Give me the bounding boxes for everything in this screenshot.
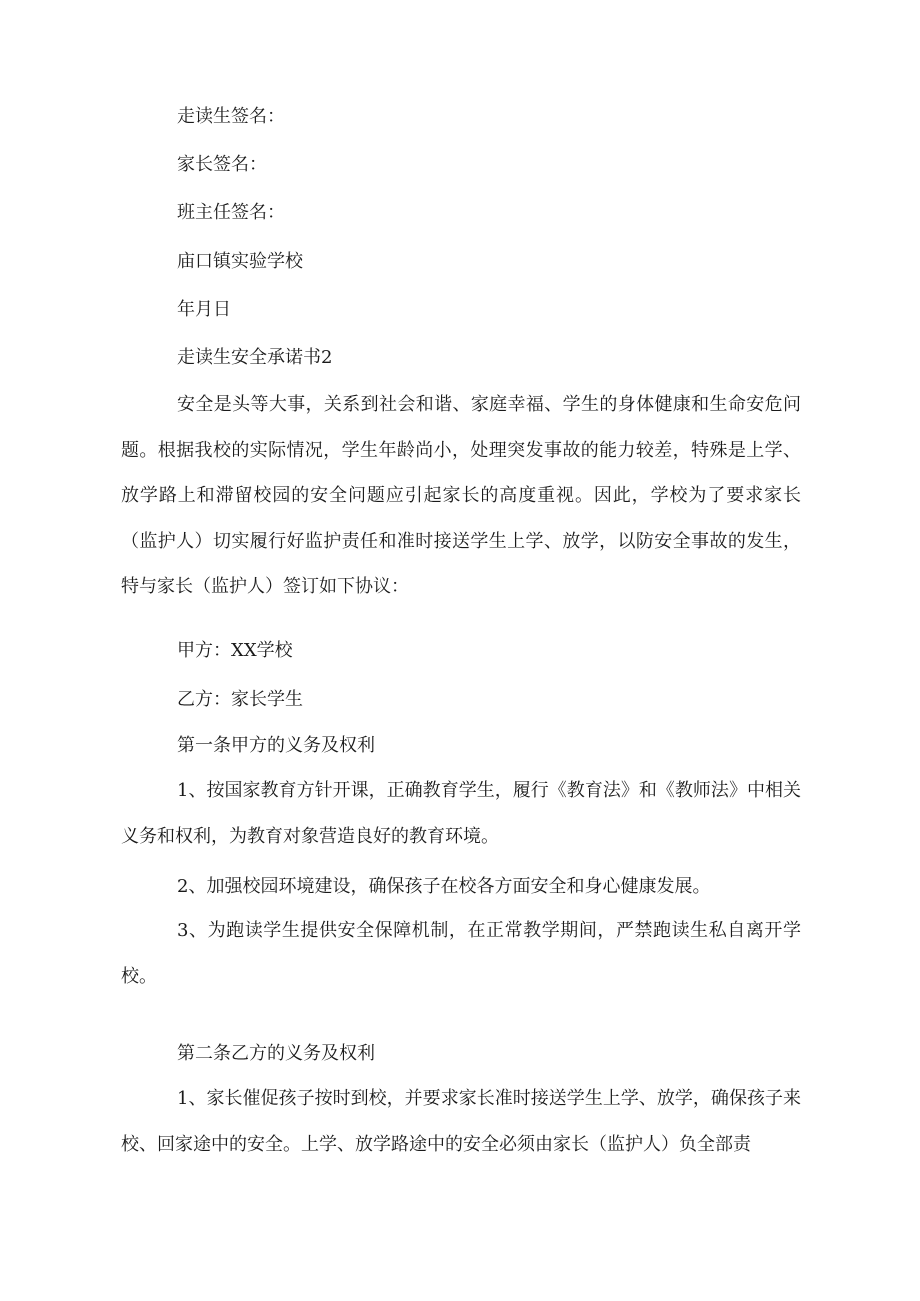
date-line: 年月日	[177, 299, 231, 320]
article-one-item-3: 3、为跑读学生提供安全保障机制，在正常教学期间，严禁跑读生私自离开学校。	[121, 920, 801, 987]
parent-signature-line: 家长签名：	[177, 154, 267, 175]
student-signature-line: 走读生签名：	[177, 106, 285, 127]
head-teacher-signature-line: 班主任签名：	[177, 202, 285, 223]
school-name: 庙口镇实验学校	[177, 251, 303, 272]
intro-paragraph: 安全是头等大事，关系到社会和谐、家庭幸福、学生的身体健康和生命安危问题。根据我校的实际情况，学生年龄尚小，处理突发事故的能力较差，特殊是上学、放学路上和滞留校园的安全问题应引起家长的高度重视。因此，学校为了要求家长（监护人）切实履行好监护责任和准时接送学生上学、放学，以防安全事故的发生，特与家长（监护人）签订如下协议：	[121, 394, 801, 597]
party-b: 乙方：家长学生	[177, 689, 303, 710]
article-two-item-1: 1、家长催促孩子按时到校，并要求家长准时接送学生上学、放学，确保孩子来校、回家途中的安全。上学、放学路途中的安全必须由家长（监护人）负全部责	[121, 1088, 801, 1155]
article-one-heading: 第一条甲方的义务及权利	[177, 735, 375, 756]
article-two-heading: 第二条乙方的义务及权利	[177, 1043, 375, 1064]
document-title: 走读生安全承诺书2	[177, 347, 333, 368]
article-one-item-2: 2、加强校园环境建设，确保孩子在校各方面安全和身心健康发展。	[177, 876, 711, 897]
article-one-item-1: 1、按国家教育方针开课，正确教育学生，履行《教育法》和《教师法》中相关义务和权利，为教育对象营造良好的教育环境。	[121, 780, 801, 847]
party-a: 甲方：XX学校	[177, 640, 293, 661]
